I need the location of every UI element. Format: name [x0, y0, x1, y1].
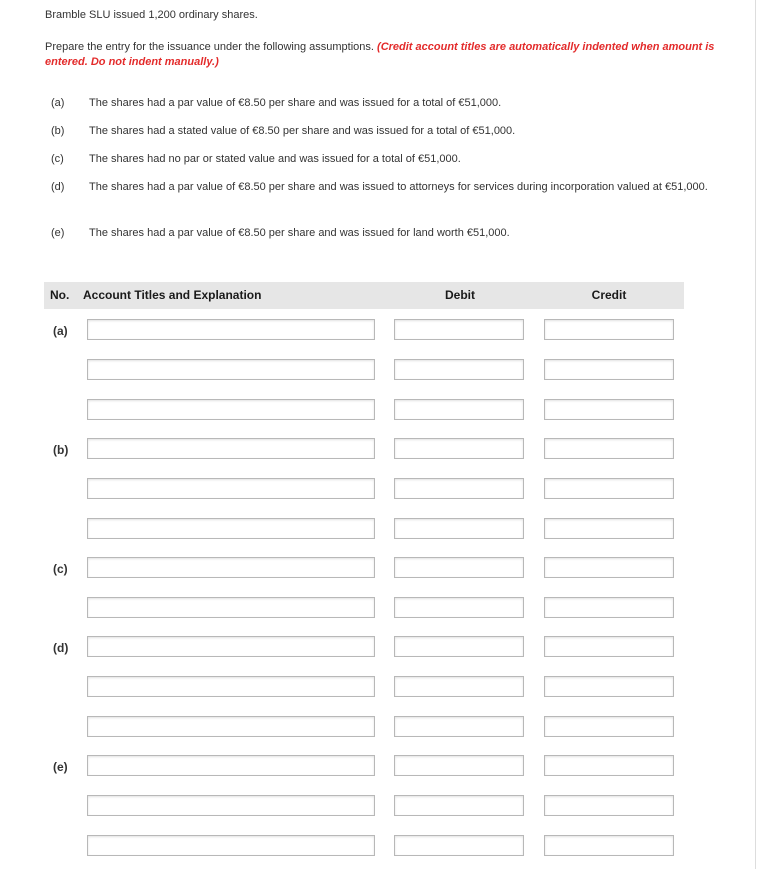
problem-intro: Bramble SLU issued 1,200 ordinary shares.: [45, 9, 258, 21]
debit-input[interactable]: [394, 716, 524, 737]
credit-input[interactable]: [544, 478, 674, 499]
assumption-text: The shares had no par or stated value and was issued for a total of €51,000.: [89, 153, 461, 165]
credit-input[interactable]: [544, 636, 674, 657]
debit-input[interactable]: [394, 636, 524, 657]
account-title-input[interactable]: [87, 755, 375, 776]
account-title-input[interactable]: [87, 518, 375, 539]
credit-input[interactable]: [544, 557, 674, 578]
credit-input[interactable]: [544, 319, 674, 340]
credit-input[interactable]: [544, 755, 674, 776]
table-header: [44, 282, 684, 309]
credit-input[interactable]: [544, 676, 674, 697]
credit-input[interactable]: [544, 518, 674, 539]
account-title-input[interactable]: [87, 716, 375, 737]
debit-input[interactable]: [394, 518, 524, 539]
entry-label-b: (b): [53, 443, 69, 457]
credit-input[interactable]: [544, 716, 674, 737]
account-title-input[interactable]: [87, 557, 375, 578]
header-debit: Debit: [445, 288, 475, 302]
account-title-input[interactable]: [87, 319, 375, 340]
debit-input[interactable]: [394, 438, 524, 459]
header-credit: Credit: [591, 288, 627, 302]
account-title-input[interactable]: [87, 359, 375, 380]
entry-label-d: (d): [53, 641, 69, 655]
debit-input[interactable]: [394, 359, 524, 380]
account-title-input[interactable]: [87, 795, 375, 816]
debit-input[interactable]: [394, 478, 524, 499]
journal-entry-table: [44, 282, 684, 869]
header-account-titles: Account Titles and Explanation: [83, 288, 262, 302]
assumption-tag: (d): [51, 181, 65, 193]
assumption-text: The shares had a par value of €8.50 per share and was issued for land worth €51,000.: [89, 227, 510, 239]
page-right-border: [755, 0, 756, 869]
credit-input[interactable]: [544, 438, 674, 459]
instructions: [45, 40, 745, 70]
assumption-tag: (a): [51, 97, 65, 109]
assumption-text: The shares had a par value of €8.50 per share and was issued for a total of €51,000.: [89, 97, 502, 109]
credit-input[interactable]: [544, 597, 674, 618]
entry-label-c: (c): [53, 562, 68, 576]
account-title-input[interactable]: [87, 399, 375, 420]
assumption-tag: (c): [51, 153, 64, 165]
debit-input[interactable]: [394, 755, 524, 776]
account-title-input[interactable]: [87, 835, 375, 856]
account-title-input[interactable]: [87, 597, 375, 618]
credit-input[interactable]: [544, 795, 674, 816]
header-no: No.: [50, 288, 70, 302]
assumption-text: The shares had a stated value of €8.50 per share and was issued for a total of €51,000.: [89, 125, 516, 137]
instructions-text: Prepare the entry for the issuance under the following assumptions.: [45, 41, 378, 53]
assumption-tag: (b): [51, 125, 65, 137]
entry-label-a: (a): [53, 324, 68, 338]
debit-input[interactable]: [394, 557, 524, 578]
debit-input[interactable]: [394, 597, 524, 618]
account-title-input[interactable]: [87, 438, 375, 459]
credit-input[interactable]: [544, 835, 674, 856]
instructions-warning: (Credit account titles are automatically indented when amount is entered. Do not indent manually.): [45, 41, 715, 68]
debit-input[interactable]: [394, 835, 524, 856]
account-title-input[interactable]: [87, 636, 375, 657]
account-title-input[interactable]: [87, 478, 375, 499]
assumption-text: The shares had a par value of €8.50 per share and was issued to attorneys for services during incorporation valued at €51,000.: [89, 181, 708, 193]
debit-input[interactable]: [394, 399, 524, 420]
debit-input[interactable]: [394, 319, 524, 340]
debit-input[interactable]: [394, 676, 524, 697]
entry-label-e: (e): [53, 760, 68, 774]
assumption-tag: (e): [51, 227, 65, 239]
debit-input[interactable]: [394, 795, 524, 816]
credit-input[interactable]: [544, 359, 674, 380]
account-title-input[interactable]: [87, 676, 375, 697]
credit-input[interactable]: [544, 399, 674, 420]
